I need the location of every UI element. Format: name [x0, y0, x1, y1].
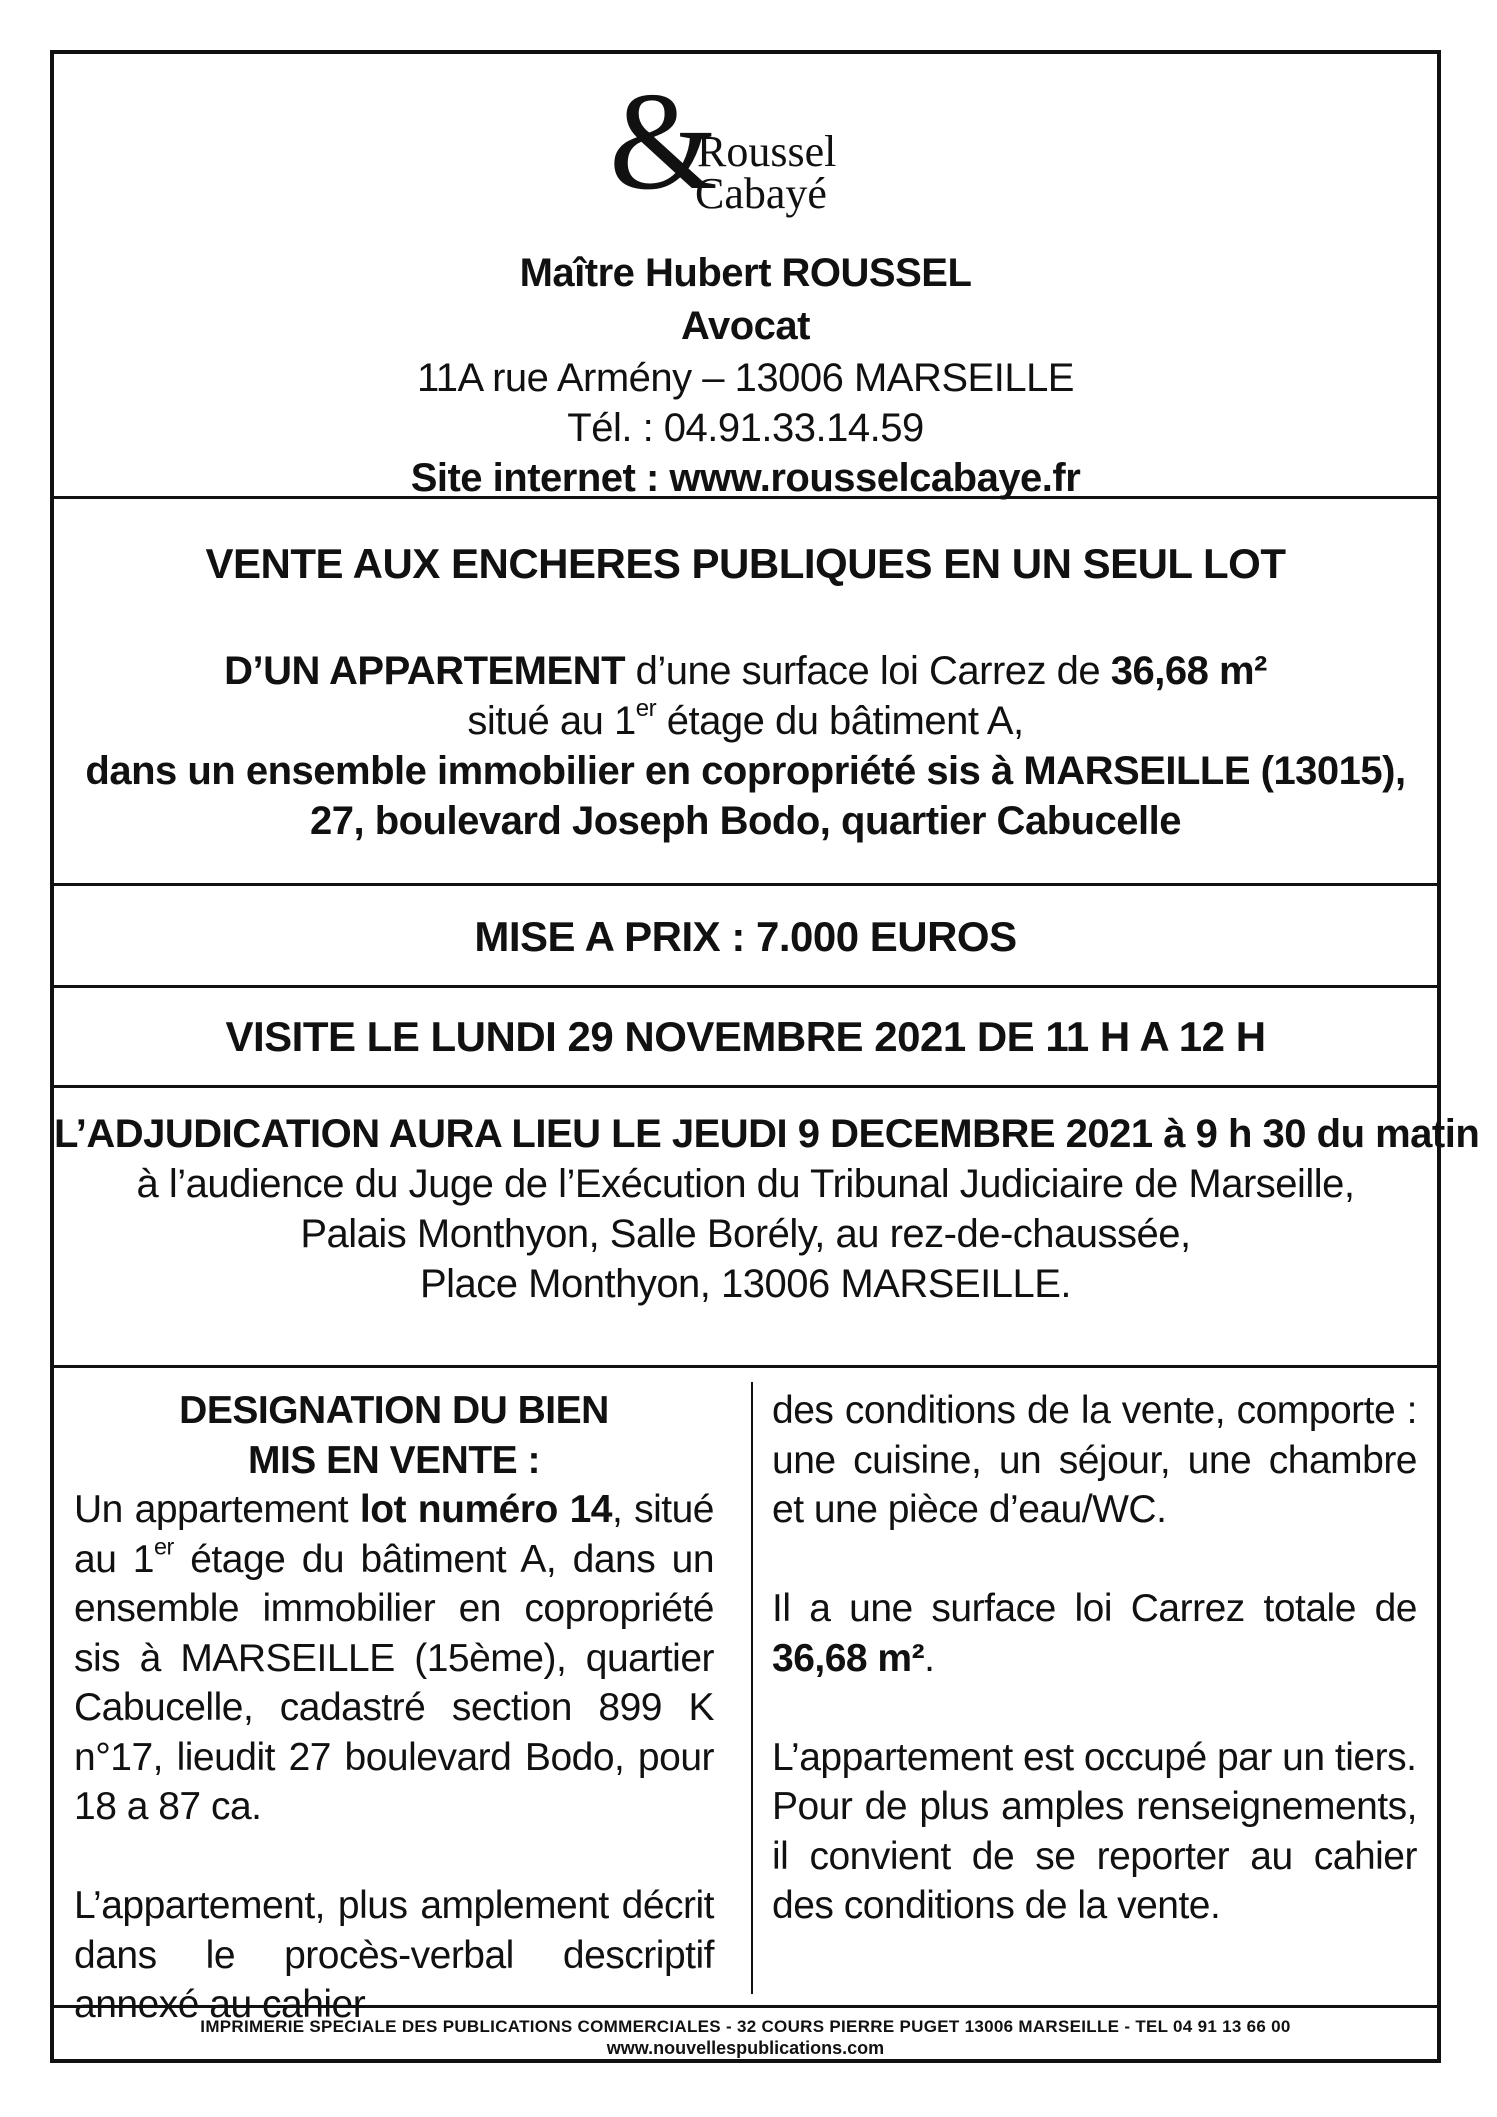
lawyer-role: Avocat — [681, 304, 810, 348]
designation-right-column — [772, 1386, 1417, 1931]
lawyer-name: Maître Hubert ROUSSEL — [519, 251, 972, 295]
adjudication-line-3: Palais Monthyon, Salle Borély, au rez-de-chaussée, — [300, 1212, 1191, 1256]
firm-logo — [609, 64, 889, 244]
p1-text-c: étage du bâtiment A, dans un ensemble immobilier en copropriété sis à MARSEILLE (15ème), quartier Cabucelle, cadastré section 899 K n°17, lieudit 27 boulevard Bodo, pour 18 a 87 ca. — [74, 1537, 715, 1828]
sale-section — [54, 499, 1437, 886]
column-divider — [751, 1382, 753, 1994]
starting-price: MISE A PRIX : 7.000 EUROS — [474, 913, 1017, 960]
visit-date: VISITE LE LUNDI 29 NOVEMBRE 2021 DE 11 H A 12 H — [225, 1013, 1266, 1060]
lawyer-phone: Tél. : 04.91.33.14.59 — [567, 406, 924, 450]
sale-floor-pre: situé au 1 — [467, 699, 636, 743]
sale-floor-sup: er — [635, 695, 657, 722]
logo-word-cabaye: Cabayé — [695, 169, 827, 218]
designation-paragraph-2: L’appartement, plus amplement décrit dans le procès-verbal descriptif annexé au cahier — [74, 1884, 714, 2026]
designation-section — [54, 1368, 1437, 2026]
sale-line-1 — [54, 647, 1437, 695]
p1-sup: er — [154, 1532, 174, 1559]
lawyer-header — [54, 54, 1437, 499]
sale-area: 36,68 m² — [1110, 649, 1267, 693]
designation-paragraph-1 — [74, 1485, 714, 1832]
sale-line-3: dans un ensemble immobilier en copropriété sis à MARSEILLE (13015), — [85, 749, 1406, 793]
designation-info: Pour de plus amples renseignements, il convient de se reporter au cahier des conditions de la vente. — [772, 1785, 1417, 1927]
designation-surface — [772, 1584, 1417, 1683]
adjudication-line-4: Place Monthyon, 13006 MARSEILLE. — [419, 1262, 1072, 1306]
visit-section — [54, 988, 1437, 1088]
surface-period: . — [924, 1636, 935, 1680]
adjudication-line-2: à l’audience du Juge de l’Exécution du Tribunal Judiciaire de Marseille, — [136, 1162, 1355, 1206]
sale-floor-post: étage du bâtiment A, — [656, 699, 1024, 743]
logo-word-roussel: Roussel — [697, 127, 837, 176]
designation-title-1: DESIGNATION DU BIEN — [179, 1389, 609, 1432]
printer-footer — [54, 2008, 1437, 2063]
price-section — [54, 886, 1437, 988]
printer-website[interactable]: www.nouvellespublications.com — [606, 2038, 885, 2058]
sale-apartment-label: D’UN APPARTEMENT — [224, 649, 625, 693]
surface-value: 36,68 m² — [772, 1636, 925, 1680]
notice-frame — [50, 50, 1480, 2063]
sale-line-4: 27, boulevard Joseph Bodo, quartier Cabucelle — [309, 799, 1182, 843]
surface-text: Il a une surface loi Carrez totale de — [772, 1587, 1417, 1630]
adjudication-section — [54, 1088, 1480, 1368]
designation-rooms: des conditions de la vente, comporte : une cuisine, un séjour, une chambre et une pièce d’eau/WC. — [772, 1389, 1417, 1531]
p1-lot-number: lot numéro 14 — [359, 1488, 612, 1531]
sale-title: VENTE AUX ENCHERES PUBLIQUES EN UN SEUL LOT — [205, 540, 1286, 587]
designation-left-column — [74, 1386, 714, 2030]
p1-text-b: , situé au 1 — [74, 1488, 714, 1581]
lawyer-website[interactable]: Site internet : www.rousselcabaye.fr — [410, 456, 1081, 500]
adjudication-line-1: L’ADJUDICATION AURA LIEU LE JEUDI 9 DECEMBRE 2021 à 9 h 30 du matin — [54, 1112, 1480, 1156]
lawyer-address: 11A rue Armény – 13006 MARSEILLE — [417, 356, 1074, 400]
designation-title-2: MIS EN VENTE : — [247, 1438, 541, 1482]
sale-line-2 — [54, 697, 1437, 745]
sale-surface-text: d’une surface loi Carrez de — [625, 649, 1111, 693]
designation-occupancy: L’appartement est occupé par un tiers. — [772, 1735, 1417, 1779]
printer-address: IMPRIMERIE SPECIALE DES PUBLICATIONS COMMERCIALES - 32 COURS PIERRE PUGET 13006 MARSEILLE - TEL 04 91 13 66 00 — [200, 2017, 1291, 2036]
logo-ampersand: & — [609, 64, 718, 219]
p1-text-a: Un appartement — [74, 1488, 360, 1531]
